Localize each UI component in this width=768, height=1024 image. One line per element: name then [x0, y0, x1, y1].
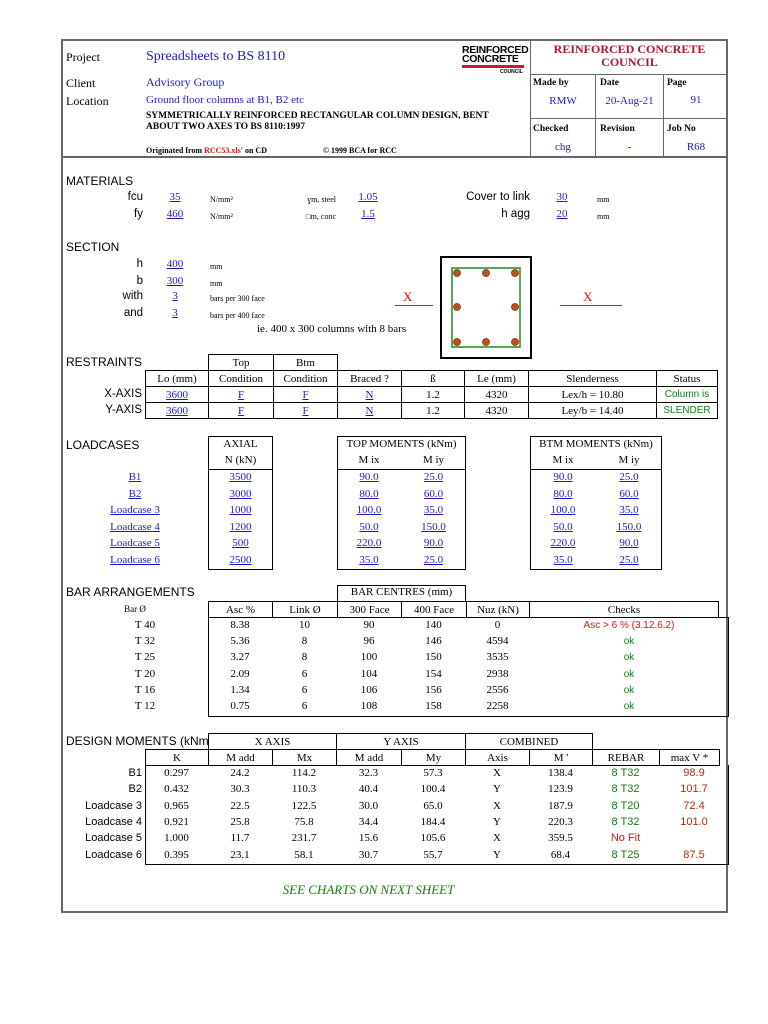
design-loadcase-name: B1	[128, 767, 142, 779]
design-m: 359.5	[548, 832, 573, 845]
link-size: 6	[301, 700, 308, 712]
top-miy-input[interactable]: 90.0	[423, 537, 444, 549]
design-loadcase-name: Loadcase 3	[85, 799, 142, 812]
bar-check-status: ok	[623, 636, 635, 648]
axial-load-input[interactable]: 1200	[229, 520, 252, 533]
face-300-centres: 106	[360, 683, 378, 696]
rebar-1	[453, 269, 460, 276]
restraints-row-x: 3600 F F N 1.2 4320 Lex/h = 10.80 Column is	[146, 387, 718, 403]
and-unit: bars per 400 face	[210, 311, 265, 320]
logo-stripe	[462, 65, 524, 68]
design-heading: DESIGN MOMENTS (kNm	[66, 734, 209, 748]
client-value[interactable]: Advisory Group	[146, 75, 225, 89]
design-my: 57.3	[423, 767, 443, 779]
btm-miy-input[interactable]: 25.0	[619, 553, 639, 566]
btm-mix-input[interactable]: 100.0	[550, 504, 576, 516]
h-input[interactable]: 400	[166, 258, 184, 270]
date-value[interactable]: 20-Aug-21	[605, 95, 654, 107]
top-mix-input[interactable]: 80.0	[359, 487, 379, 500]
restraints-header-row: Lo (mm) Condition Condition Braced ? ß Le (mm) Slenderness Status	[146, 371, 718, 387]
btm-miy-input[interactable]: 60.0	[619, 487, 639, 500]
loadcase-name[interactable]: B1	[128, 471, 142, 483]
btm-miy-header: M iy	[618, 454, 640, 466]
cover-input[interactable]: 30	[556, 191, 568, 203]
design-loadcase-name: Loadcase 4	[85, 815, 142, 828]
design-m: 220.3	[548, 815, 573, 828]
top-mix-input[interactable]: 100.0	[356, 504, 382, 516]
loadcases-heading: LOADCASES	[66, 438, 140, 452]
top-moments-header: TOP MOMENTS (kNm)	[346, 438, 457, 450]
btm-mix-input[interactable]: 90.0	[553, 471, 573, 483]
and-input[interactable]: 3	[172, 307, 178, 319]
x-axis-label: X-AXIS	[104, 388, 142, 400]
date-label: Date	[600, 78, 619, 88]
bar-check-status: ok	[623, 652, 635, 664]
fcu-input[interactable]: 35	[169, 191, 181, 203]
section-heading: SECTION	[66, 240, 120, 254]
bar-size: T 32	[134, 635, 156, 648]
bar-dia-header: Bar Ø	[124, 604, 146, 614]
and-label: and	[123, 307, 143, 319]
nuz-value: 2938	[486, 667, 509, 680]
bars-header-row: Asc % Link Ø 300 Face 400 Face Nuz (kN) Checks	[209, 602, 719, 618]
design-mx: 122.5	[291, 799, 317, 812]
link-size: 6	[301, 667, 308, 680]
b-input[interactable]: 300	[166, 275, 184, 287]
council-title: REINFORCED CONCRETE COUNCIL	[553, 42, 706, 69]
bar-size: T 16	[134, 683, 156, 696]
bar-check-status: ok	[623, 701, 635, 712]
rebar-7	[482, 338, 489, 345]
bar-size: T 20	[134, 667, 156, 680]
logo-council: COUNCIL	[500, 69, 523, 75]
design-axis: Y	[493, 848, 501, 861]
asc-percent: 0.75	[230, 700, 250, 712]
x-axis-line-right	[560, 305, 622, 306]
design-k: 0.395	[164, 848, 189, 861]
design-mx: 75.8	[294, 815, 314, 828]
design-m: 68.4	[550, 848, 571, 861]
design-k: 1.000	[164, 832, 189, 845]
bar-size: T 12	[134, 700, 156, 712]
design-my: 105.6	[420, 832, 446, 845]
design-ymadd: 15.6	[358, 832, 379, 845]
b-unit: mm	[210, 279, 223, 288]
btm-moments-header: BTM MOMENTS (kNm)	[539, 438, 653, 450]
btm-miy-input[interactable]: 90.0	[619, 537, 639, 549]
x-axis-line-left	[395, 305, 433, 306]
face-300-centres: 90	[363, 619, 375, 631]
design-k: 0.965	[164, 799, 189, 812]
btm-mix-input[interactable]: 35.0	[553, 553, 573, 566]
design-mx: 110.3	[291, 783, 317, 796]
nuz-value: 3535	[486, 651, 509, 664]
max-shear-value: 98.9	[683, 767, 705, 779]
location-value[interactable]: Ground floor columns at B1, B2 etc	[146, 94, 304, 106]
axial-unit: N (kN)	[224, 454, 257, 466]
revision-value[interactable]: -	[627, 141, 632, 153]
nuz-value: 0	[494, 619, 501, 631]
max-shear-value: 101.7	[680, 783, 708, 796]
asc-percent: 5.36	[230, 635, 250, 648]
nuz-value: 2556	[486, 683, 509, 696]
y-axis-label: Y-AXIS	[105, 404, 142, 416]
loadcase-name[interactable]: Loadcase 4	[110, 520, 160, 533]
column-section-diagram	[440, 256, 532, 359]
design-k: 0.921	[164, 815, 189, 828]
design-mx: 231.7	[291, 832, 317, 845]
design-mx: 114.2	[291, 767, 317, 779]
rebar-result: 8 T32	[611, 767, 640, 779]
bar-size: T 25	[134, 651, 156, 664]
fy-unit: N/mm²	[210, 212, 233, 221]
link-size: 6	[301, 683, 308, 696]
axial-load-input[interactable]: 3500	[229, 471, 252, 483]
gm-steel-input[interactable]: 1.05	[358, 191, 378, 203]
design-ymadd: 30.7	[358, 848, 379, 861]
max-shear-value: 87.5	[683, 848, 705, 861]
header-hline-2	[530, 118, 728, 119]
axial-load-input[interactable]: 1000	[229, 504, 252, 516]
rebar-5	[511, 303, 518, 310]
link-size: 10	[299, 619, 310, 631]
bars-heading: BAR ARRANGEMENTS	[66, 585, 195, 599]
top-mix-input[interactable]: 35.0	[359, 553, 379, 566]
rebar-result: 8 T25	[611, 848, 640, 861]
design-my: 184.4	[420, 815, 446, 828]
loadcase-name[interactable]: Loadcase 3	[110, 504, 160, 516]
design-mx: 58.1	[294, 848, 314, 861]
with-unit: bars per 300 face	[210, 294, 265, 303]
top-mix-input[interactable]: 90.0	[359, 471, 379, 483]
project-value[interactable]: Spreadsheets to BS 8110	[146, 49, 286, 64]
rebar-result: No Fit	[610, 832, 641, 845]
design-table	[145, 749, 720, 766]
loadcase-name[interactable]: Loadcase 6	[110, 553, 160, 566]
rcc-logo: REINFORCED CONCRETE	[462, 44, 529, 65]
h-unit: mm	[210, 262, 223, 271]
header-divider	[61, 156, 728, 158]
btm-miy-input[interactable]: 35.0	[619, 504, 639, 516]
hagg-input[interactable]: 20	[556, 208, 568, 220]
face-400-centres: 156	[425, 683, 442, 696]
fcu-unit: N/mm²	[210, 195, 233, 204]
max-shear-value: 101.0	[680, 815, 708, 828]
btm-mix-input[interactable]: 80.0	[553, 487, 573, 500]
nuz-value: 4594	[486, 635, 509, 648]
design-title-2: ABOUT TWO AXES TO BS 8110:1997	[146, 122, 305, 132]
btm-mix-input[interactable]: 50.0	[553, 520, 573, 533]
design-xmadd: 30.3	[230, 783, 250, 796]
design-group-header: X AXIS Y AXIS COMBINED	[208, 733, 593, 750]
design-ymadd: 40.4	[358, 783, 379, 796]
with-input[interactable]: 3	[172, 290, 178, 302]
rebar-4	[453, 303, 460, 310]
checked-value[interactable]: chg	[555, 141, 571, 153]
axial-header: AXIAL	[223, 438, 258, 450]
b-label: b	[136, 275, 143, 287]
rebar-3	[511, 269, 518, 276]
face-400-centres: 140	[425, 619, 442, 631]
originated-note: Originated from RCC53.xls' on CD	[146, 146, 267, 155]
restraints-top-header: Top Btm	[208, 354, 338, 370]
btm-miy-input[interactable]: 25.0	[619, 471, 639, 483]
jobno-value[interactable]: R68	[686, 141, 706, 153]
face-400-centres: 158	[425, 700, 442, 712]
design-xmadd: 24.2	[230, 767, 250, 779]
rebar-8	[511, 338, 518, 345]
revision-label: Revision	[600, 124, 635, 134]
h-label: h	[136, 258, 143, 270]
top-miy-input[interactable]: 60.0	[423, 487, 444, 500]
section-summary: ie. 400 x 300 columns with 8 bars	[257, 323, 407, 335]
btm-miy-input[interactable]: 150.0	[616, 520, 642, 533]
design-ymadd: 32.3	[358, 767, 379, 779]
top-miy-input[interactable]: 25.0	[423, 553, 444, 566]
restraints-row-y: 3600 F F N 1.2 4320 Ley/b = 14.40 SLENDER	[146, 403, 718, 419]
loadcase-name[interactable]: Loadcase 5	[110, 537, 160, 549]
design-axis: X	[493, 767, 501, 779]
face-300-centres: 104	[360, 667, 378, 680]
design-xmadd: 22.5	[230, 799, 250, 812]
max-shear-value: 72.4	[683, 799, 705, 812]
nuz-value: 2258	[486, 700, 509, 712]
design-xmadd: 25.8	[230, 815, 250, 828]
design-xmadd: 23.1	[230, 848, 250, 861]
x-axis-marker-right: X	[583, 289, 593, 304]
axial-load-input[interactable]: 500	[232, 537, 249, 549]
checked-label: Checked	[533, 124, 569, 134]
btm-rule	[530, 469, 662, 470]
design-k: 0.297	[164, 767, 189, 779]
cover-label: Cover to link	[466, 191, 530, 203]
top-miy-header: M iy	[422, 454, 445, 466]
design-xmadd: 11.7	[230, 832, 250, 845]
top-miy-input[interactable]: 35.0	[423, 504, 444, 516]
hagg-unit: mm	[597, 212, 610, 221]
bar-check-status: ok	[623, 684, 635, 696]
axial-load-input[interactable]: 3000	[229, 487, 252, 500]
rebar-result: 8 T32	[611, 783, 640, 796]
axial-rule	[208, 469, 273, 470]
design-ymadd: 34.4	[358, 815, 379, 828]
design-my: 65.0	[423, 799, 443, 812]
design-axis: Y	[493, 815, 501, 828]
jobno-label: Job No	[667, 124, 696, 134]
restraints-heading: RESTRAINTS	[66, 355, 143, 369]
face-400-centres: 154	[425, 667, 442, 680]
design-loadcase-name: B2	[128, 783, 142, 796]
bar-size: T 40	[134, 619, 156, 631]
top-mix-header: M ix	[358, 454, 380, 466]
design-loadcase-name: Loadcase 5	[85, 832, 142, 845]
rebar-2	[482, 269, 489, 276]
design-axis: X	[493, 799, 501, 812]
btm-mix-header: M ix	[552, 454, 574, 466]
asc-percent: 8.38	[230, 619, 250, 631]
design-ymadd: 30.0	[358, 799, 379, 812]
rebar-6	[453, 338, 460, 345]
design-m: 187.9	[548, 799, 573, 812]
design-title-1: SYMMETRICALLY REINFORCED RECTANGULAR COLUMN DESIGN, BENT	[146, 111, 489, 121]
with-label: with	[122, 290, 143, 302]
cover-unit: mm	[597, 195, 610, 204]
page-label: Page	[667, 78, 687, 88]
copyright-note: © 1999 BCA for RCC	[323, 146, 397, 155]
page-value[interactable]: 91	[690, 94, 702, 106]
gm-conc-input[interactable]: 1.5	[361, 208, 375, 220]
top-miy-input[interactable]: 150.0	[421, 520, 446, 533]
location-label: Location	[66, 94, 109, 108]
gm-steel-label: ɣm, steel	[307, 195, 336, 204]
materials-heading: MATERIALS	[66, 174, 134, 188]
face-300-centres: 108	[360, 700, 378, 712]
project-label: Project	[66, 50, 100, 64]
design-header-row: K M add Mx M add My Axis M ' REBAR max V *	[146, 750, 720, 766]
x-axis-marker-left: X	[403, 289, 413, 304]
client-label: Client	[66, 76, 96, 90]
made-by-label: Made by	[533, 78, 569, 88]
face-400-centres: 150	[425, 651, 442, 664]
bars-table	[208, 601, 719, 618]
fy-input[interactable]: 460	[166, 208, 184, 220]
restraints-table	[145, 370, 718, 419]
design-m: 138.4	[548, 767, 573, 779]
hagg-label: h agg	[501, 208, 530, 220]
asc-percent: 3.27	[230, 651, 250, 664]
made-by-value[interactable]: RMW	[549, 95, 577, 107]
top-mix-input[interactable]: 220.0	[356, 537, 382, 549]
top-mix-input[interactable]: 50.0	[359, 520, 379, 533]
fy-label: fy	[134, 208, 143, 220]
rebar-result: 8 T20	[611, 799, 640, 812]
face-300-centres: 96	[363, 635, 375, 648]
loadcase-name[interactable]: B2	[128, 487, 142, 500]
gm-conc-label: □m, conc	[305, 212, 336, 221]
top-miy-input[interactable]: 25.0	[423, 471, 444, 483]
design-loadcase-name: Loadcase 6	[85, 848, 142, 861]
face-300-centres: 100	[360, 651, 378, 664]
rebar-result: 8 T32	[611, 815, 640, 828]
bar-check-status: Asc > 6 % (3.12.6.2)	[583, 620, 675, 631]
header-hline-1	[530, 74, 728, 75]
btm-mix-input[interactable]: 220.0	[550, 537, 576, 549]
design-axis: X	[493, 832, 501, 845]
design-my: 100.4	[420, 783, 446, 796]
top-rule	[337, 469, 466, 470]
fcu-label: fcu	[127, 191, 143, 203]
axial-load-input[interactable]: 2500	[229, 553, 252, 566]
face-400-centres: 146	[425, 635, 442, 648]
asc-percent: 2.09	[230, 667, 250, 680]
design-my: 55.7	[423, 848, 443, 861]
design-axis: Y	[493, 783, 501, 796]
link-size: 8	[301, 651, 308, 664]
footer-note: SEE CHARTS ON NEXT SHEET	[282, 882, 455, 897]
bar-check-status: ok	[623, 668, 635, 680]
design-k: 0.432	[164, 783, 189, 796]
link-size: 8	[301, 635, 308, 648]
bar-centres-header: BAR CENTRES (mm)	[350, 586, 453, 598]
design-m: 123.9	[548, 783, 573, 796]
asc-percent: 1.34	[230, 683, 250, 696]
